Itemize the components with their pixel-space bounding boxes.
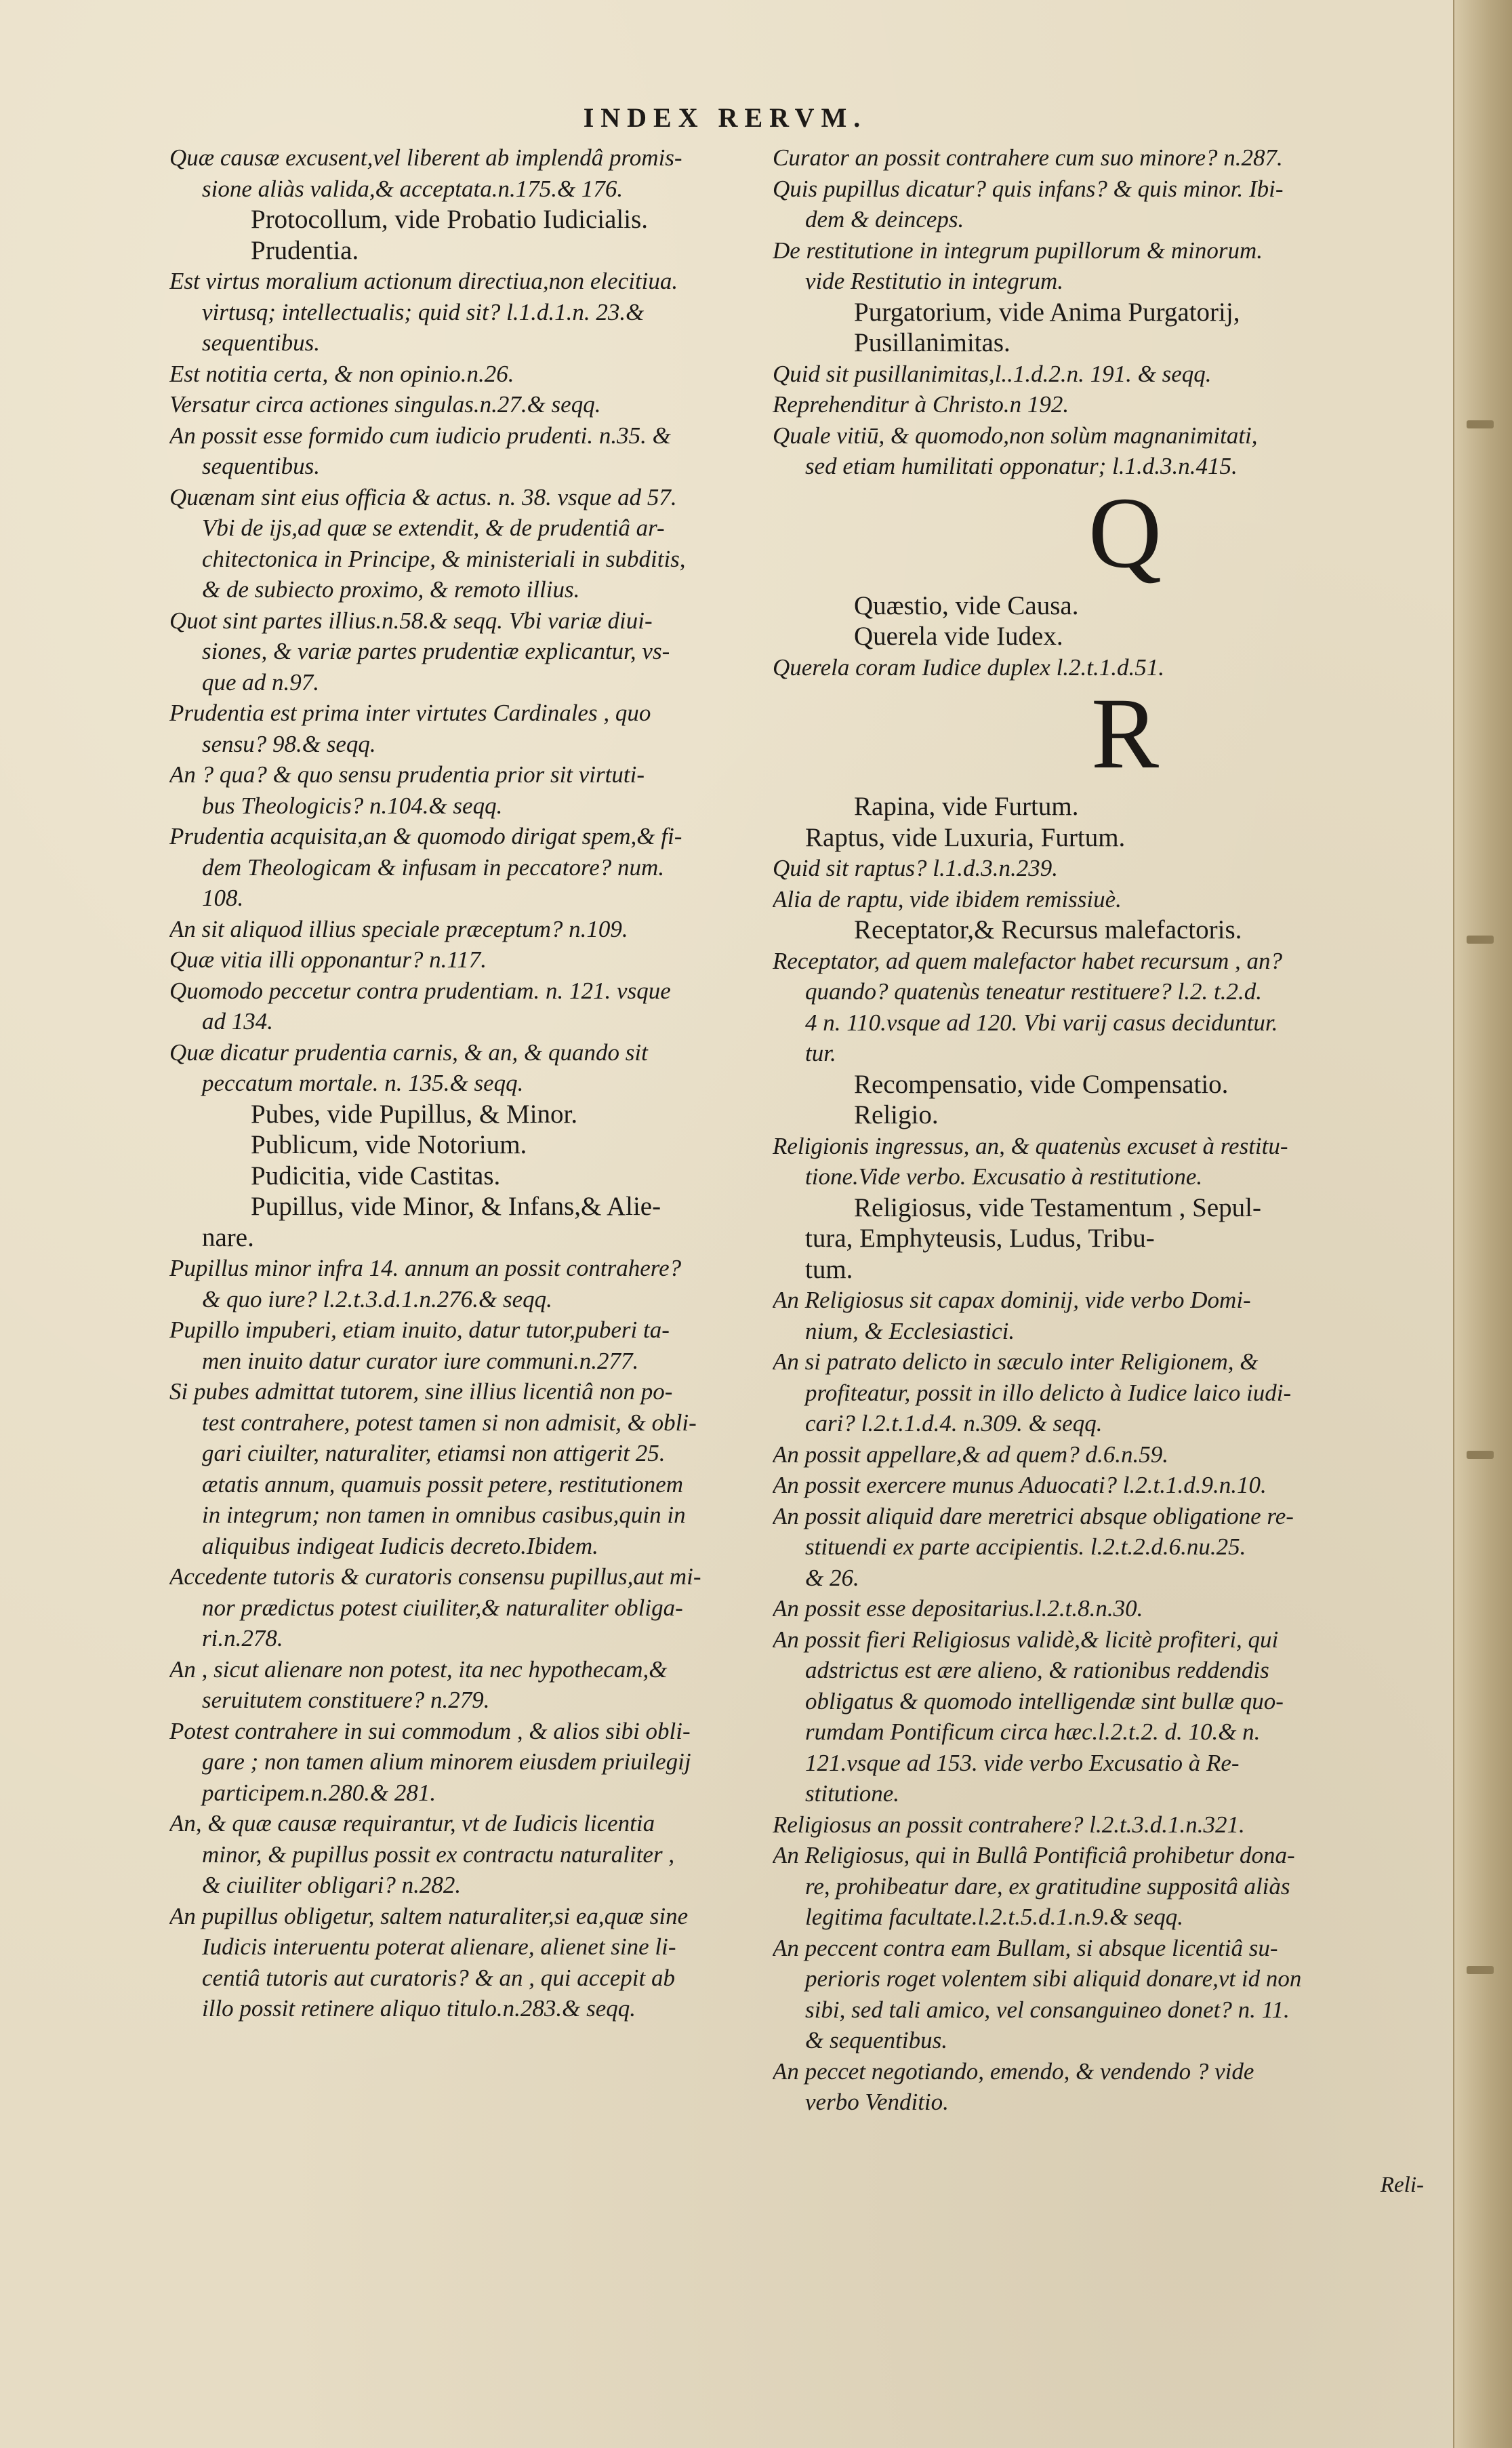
index-entry-line: An possit fieri Religiosus validè,& licitè profiteri, qui — [773, 1626, 1279, 1653]
index-entry-line: Iudicis interuentu poterat alienare, alienet sine li- — [202, 1933, 676, 1960]
index-entry-line: sequentibus. — [202, 453, 321, 479]
index-entry-line: quando? quatenùs teneatur restituere? l.2. t.2.d. — [805, 978, 1263, 1005]
index-entry-line: Receptator, ad quem malefactor habet recursum , an? — [773, 947, 1283, 974]
index-entry-line: sione aliàs valida,& acceptata.n.175.& 176. — [202, 175, 624, 202]
index-entry-line: dem & deinceps. — [805, 206, 964, 233]
index-entry-line: & 26. — [805, 1564, 859, 1591]
index-heading: Protocollum, vide Probatio Iudicialis. — [251, 205, 649, 234]
index-entry-line: perioris roget volentem sibi aliquid donare,vt id non — [805, 1965, 1302, 1992]
index-entry-line: tur. — [805, 1040, 836, 1066]
index-entry-line: Querela coram Iudice duplex l.2.t.1.d.51. — [773, 654, 1165, 681]
index-entry-line: rumdam Pontificum circa hæc.l.2.t.2. d. 10.& n. — [805, 1719, 1261, 1745]
index-entry-line: stituendi ex parte accipientis. l.2.t.2.d.6.nu.25. — [805, 1533, 1246, 1560]
index-entry-line: obligatus & quomodo intelligendæ sint bullæ quo- — [805, 1687, 1284, 1714]
index-entry-line: gari ciuilter, naturaliter, etiamsi non attigerit 25. — [202, 1440, 666, 1466]
index-heading: Pubes, vide Pupillus, & Minor. — [251, 1099, 578, 1129]
index-entry-line: Potest contrahere in sui commodum , & alios sibi obli- — [169, 1717, 691, 1744]
index-heading: Receptator,& Recursus malefactoris. — [854, 915, 1242, 944]
index-entry-line: Reprehenditur à Christo.n 192. — [773, 391, 1069, 418]
index-entry-line: siones, & variæ partes prudentiæ explicantur, vs- — [202, 638, 670, 664]
index-entry-line: An ? qua? & quo sensu prudentia prior sit virtuti- — [169, 761, 645, 788]
index-heading: tura, Emphyteusis, Ludus, Tribu- — [805, 1224, 1155, 1253]
index-entry-line: De restitutione in integrum pupillorum & minorum. — [773, 237, 1263, 264]
index-entry-line: & ciuiliter obligari? n.282. — [202, 1872, 462, 1898]
index-entry-line: An possit aliquid dare meretrici absque obligatione re- — [773, 1502, 1294, 1529]
index-entry-line: stitutione. — [805, 1780, 900, 1807]
edge-mark — [1467, 1966, 1494, 1974]
index-heading: Religio. — [854, 1100, 939, 1129]
index-heading: tum. — [805, 1254, 853, 1284]
index-entry-line: Pupillus minor infra 14. annum an possit contrahere? — [169, 1255, 682, 1281]
edge-mark — [1467, 936, 1494, 944]
index-heading: Pupillus, vide Minor, & Infans,& Alie- — [251, 1192, 661, 1221]
index-entry-line: Quid sit pusillanimitas,l..1.d.2.n. 191. & seqq. — [773, 360, 1212, 387]
index-entry-line: An peccent contra eam Bullam, si absque licentiâ su- — [773, 1934, 1278, 1961]
index-heading: Publicum, vide Notorium. — [251, 1130, 527, 1159]
index-heading: Querela vide Iudex. — [854, 622, 1063, 651]
index-entry-line: An, & quæ causæ requirantur, vt de Iudicis licentia — [169, 1810, 655, 1837]
index-entry-line: Alia de raptu, vide ibidem remissiuè. — [773, 885, 1122, 912]
index-entry-line: re, prohibeatur dare, ex gratitudine suppositâ aliàs — [805, 1872, 1290, 1900]
index-entry-line: vide Restitutio in integrum. — [805, 268, 1064, 294]
index-entry-line: An possit esse formido cum iudicio prudenti. n.35. & — [169, 422, 671, 449]
page-edge — [1453, 0, 1512, 2448]
index-entry-line: sequentibus. — [202, 329, 321, 356]
index-entry-line: Quid sit raptus? l.1.d.3.n.239. — [773, 855, 1059, 881]
index-entry-line: legitima facultate.l.2.t.5.d.1.n.9.& seqq. — [805, 1904, 1184, 1930]
index-entry-line: An si patrato delicto in sæculo inter Religionem, & — [773, 1348, 1259, 1375]
section-letter: Q — [1088, 481, 1162, 589]
index-heading: Raptus, vide Luxuria, Furtum. — [805, 822, 1126, 852]
index-entry-line: gare ; non tamen alium minorem eiusdem priuilegij — [202, 1748, 691, 1775]
index-entry-line: adstrictus est ære alieno, & rationibus reddendis — [805, 1657, 1269, 1683]
index-entry-line: Religionis ingressus, an, & quatenùs excuset à restitu- — [773, 1132, 1288, 1159]
index-heading: nare. — [202, 1222, 254, 1252]
index-entry-line: tione.Vide verbo. Excusatio à restitutione. — [805, 1163, 1203, 1190]
index-entry-line: Versatur circa actiones singulas.n.27.& seqq. — [169, 391, 601, 418]
index-entry-line: Quis pupillus dicatur? quis infans? & quis minor. Ibi- — [773, 175, 1284, 202]
index-entry-line: An possit exercere munus Aduocati? l.2.t.1.d.9.n.10. — [773, 1472, 1267, 1498]
running-head: INDEX RERVM. — [583, 102, 867, 133]
index-heading: Religiosus, vide Testamentum , Sepul- — [854, 1192, 1261, 1222]
index-entry-line: Est notitia certa, & non opinio.n.26. — [169, 360, 514, 387]
index-entry-line: An Religiosus, qui in Bullâ Pontificiâ prohibetur dona- — [773, 1842, 1295, 1868]
index-entry-line: ri.n.278. — [202, 1625, 283, 1651]
index-entry-line: cari? l.2.t.1.d.4. n.309. & seqq. — [805, 1410, 1103, 1437]
index-entry-line: participem.n.280.& 281. — [202, 1779, 436, 1806]
index-entry-line: aliquibus indigeat Iudicis decreto.Ibidem. — [202, 1532, 598, 1559]
edge-mark — [1467, 420, 1494, 428]
index-heading: Quæstio, vide Causa. — [854, 590, 1079, 620]
index-entry-line: verbo Venditio. — [805, 2089, 949, 2115]
index-entry-line: minor, & pupillus possit ex contractu naturaliter , — [202, 1841, 675, 1868]
index-entry-line: profiteatur, possit in illo delicto à Iudice laico iudi- — [805, 1379, 1292, 1406]
index-entry-line: Vbi de ijs,ad quæ se extendit, & de prudentiâ ar- — [202, 515, 665, 541]
index-entry-line: bus Theologicis? n.104.& seqq. — [202, 792, 503, 819]
index-entry-line: men inuito datur curator iure communi.n.277. — [202, 1347, 639, 1374]
index-entry-line: An , sicut alienare non potest, ita nec hypothecam,& — [169, 1656, 668, 1683]
index-entry-line: peccatum mortale. n. 135.& seqq. — [202, 1070, 524, 1096]
index-entry-line: seruitutem constituere? n.279. — [202, 1687, 490, 1713]
section-letter: R — [1090, 683, 1160, 790]
index-entry-line: sibi, sed tali amico, vel consanguineo donet? n. 11. — [805, 1996, 1290, 2023]
index-entry-line: illo possit retinere aliquo titulo.n.283.& seqq. — [202, 1995, 636, 2022]
index-entry-line: nor prædictus potest ciuiliter,& naturaliter obliga- — [202, 1594, 683, 1621]
index-entry-line: que ad n.97. — [202, 668, 320, 696]
left-column — [169, 142, 752, 2024]
index-entry-line: in integrum; non tamen in omnibus casibus,quin in — [202, 1502, 686, 1528]
index-heading: Pusillanimitas. — [854, 328, 1010, 357]
index-entry-line: ætatis annum, quamuis possit petere, restitutionem — [202, 1470, 684, 1498]
index-entry-line: & quo iure? l.2.t.3.d.1.n.276.& seqq. — [202, 1285, 552, 1312]
index-entry-line: Quæ vitia illi opponantur? n.117. — [169, 946, 487, 973]
index-heading: Purgatorium, vide Anima Purgatorij, — [854, 297, 1240, 327]
index-entry-line: Prudentia est prima inter virtutes Cardinales , quo — [169, 700, 651, 726]
index-entry-line: An pupillus obligetur, saltem naturaliter,si ea,quæ sine — [169, 1902, 689, 1929]
catchword: Reli- — [1380, 2173, 1424, 2197]
index-entry-line: Curator an possit contrahere cum suo minore? n.287. — [773, 144, 1283, 171]
index-entry-line: Quæ dicatur prudentia carnis, & an, & quando sit — [169, 1039, 648, 1066]
index-entry-line: Quale vitiū, & quomodo,non solùm magnanimitati, — [773, 422, 1258, 449]
index-heading: Pudicitia, vide Castitas. — [251, 1161, 501, 1190]
edge-mark — [1467, 1451, 1494, 1459]
index-entry-line: An possit esse depositarius.l.2.t.8.n.30. — [773, 1595, 1143, 1622]
index-entry-line: & de subiecto proximo, & remoto illius. — [202, 576, 580, 603]
index-entry-line: Quænam sint eius officia & actus. n. 38. vsque ad 57. — [169, 483, 677, 510]
right-column — [773, 142, 1376, 2118]
index-entry-line: ad 134. — [202, 1008, 273, 1035]
index-entry-line: Quæ causæ excusent,vel liberent ab implendâ promis- — [169, 144, 682, 171]
index-heading: Prudentia. — [251, 235, 359, 265]
index-entry-line: An peccet negotiando, emendo, & vendendo ? vide — [773, 2058, 1254, 2085]
index-entry-line: dem Theologicam & infusam in peccatore? num. — [202, 854, 665, 881]
index-entry-line: nium, & Ecclesiastici. — [805, 1317, 1015, 1344]
index-entry-line: 4 n. 110.vsque ad 120. Vbi varij casus deciduntur. — [805, 1009, 1278, 1036]
index-entry-line: chitectonica in Principe, & ministeriali in subditis, — [202, 545, 686, 572]
index-entry-line: Est virtus moralium actionum directiua,non elecitiua. — [169, 268, 678, 294]
index-entry-line: & sequentibus. — [805, 2027, 947, 2053]
index-entry-line: Accedente tutoris & curatoris consensu pupillus,aut mi- — [169, 1563, 701, 1590]
index-entry-line: sensu? 98.& seqq. — [202, 730, 376, 757]
index-entry-line: test contrahere, potest tamen si non admisit, & obli- — [202, 1409, 697, 1436]
index-heading: Rapina, vide Furtum. — [854, 792, 1079, 821]
index-entry-line: virtusq; intellectualis; quid sit? l.1.d.1.n. 23.& — [202, 298, 645, 325]
index-entry-line: Religiosus an possit contrahere? l.2.t.3.d.1.n.321. — [773, 1811, 1245, 1838]
index-entry-line: An Religiosus sit capax dominij, vide verbo Domi- — [773, 1287, 1251, 1313]
index-entry-line: Quomodo peccetur contra prudentiam. n. 121. vsque — [169, 977, 671, 1004]
index-entry-line: An sit aliquod illius speciale præceptum? n.109. — [169, 915, 628, 942]
index-entry-line: Si pubes admittat tutorem, sine illius licentiâ non po- — [169, 1378, 673, 1405]
index-entry-line: Prudentia acquisita,an & quomodo dirigat spem,& fi- — [169, 823, 682, 849]
index-entry-line: 108. — [202, 885, 244, 911]
index-entry-line: 121.vsque ad 153. vide verbo Excusatio à Re- — [805, 1749, 1240, 1776]
index-entry-line: sed etiam humilitati opponatur; l.1.d.3.n.415. — [805, 453, 1238, 479]
index-heading: Recompensatio, vide Compensatio. — [854, 1069, 1229, 1099]
index-entry-line: Quot sint partes illius.n.58.& seqq. Vbi variæ diui- — [169, 607, 653, 634]
index-entry-line: An possit appellare,& ad quem? d.6.n.59. — [773, 1441, 1168, 1468]
index-entry-line: centiâ tutoris aut curatoris? & an , qui accepit ab — [202, 1964, 676, 1991]
index-entry-line: Pupillo impuberi, etiam inuito, datur tutor,puberi ta- — [169, 1317, 670, 1343]
